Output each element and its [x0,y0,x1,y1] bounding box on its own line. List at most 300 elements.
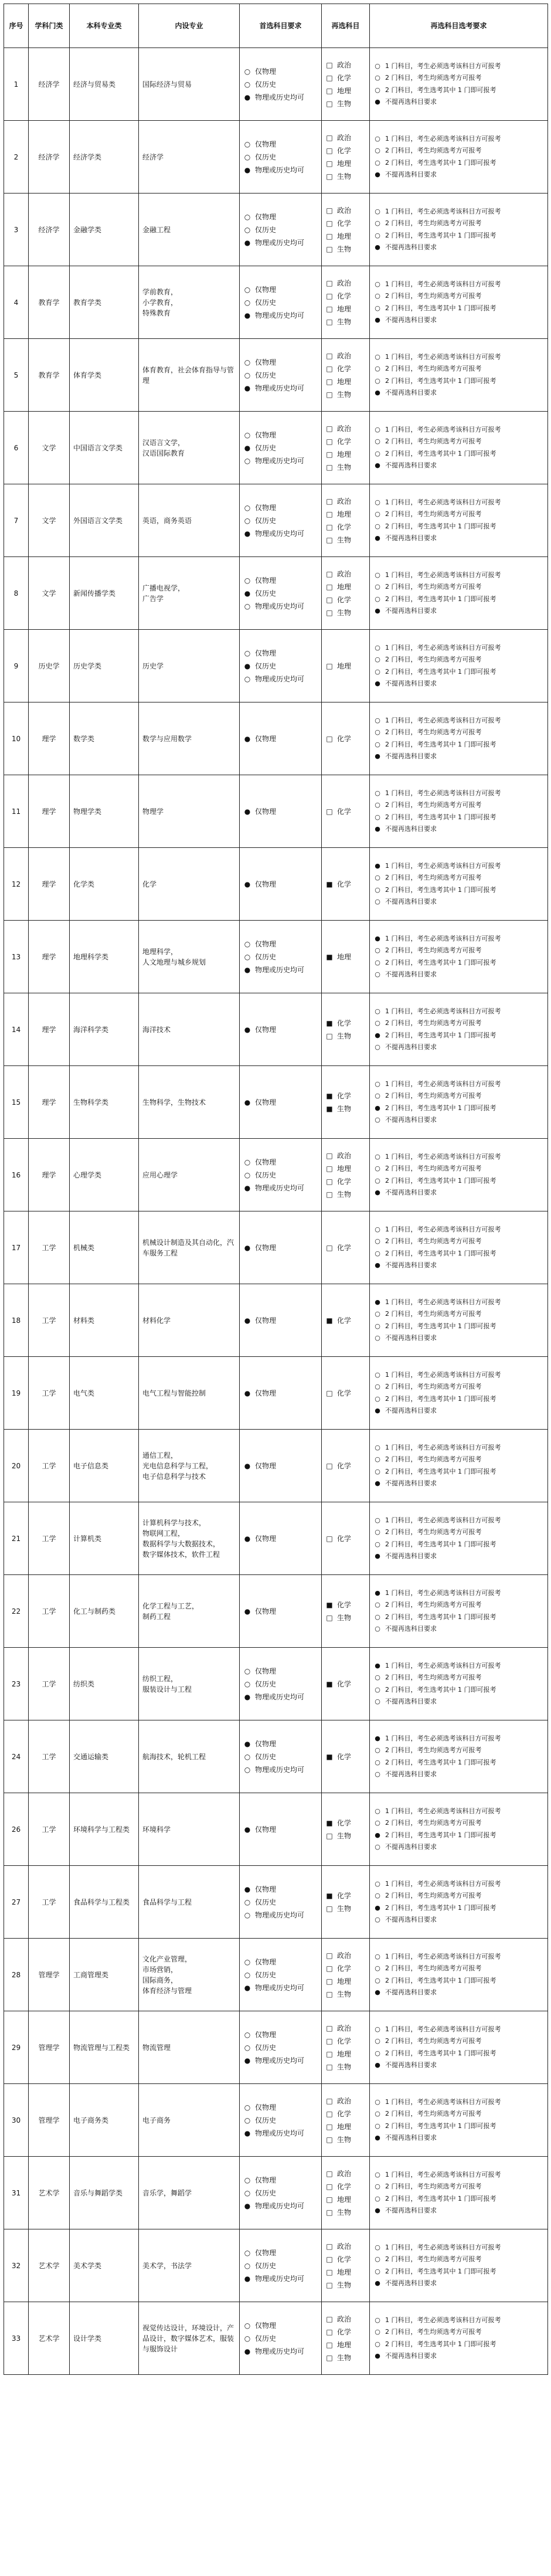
checkbox-icon: □ [326,245,333,253]
second-requirement-option: 不提再选科目要求 [385,98,437,106]
second-requirement-option: 2 门科目，考生选考其中 1 门即可报考 [385,1976,496,1984]
first-subject-option: 物理或历史均可 [255,311,305,320]
option-line [373,1187,544,1199]
option-line [243,1909,318,1922]
radio-icon: ○ [375,86,380,94]
second-subject-option: 政治 [337,206,352,215]
table-row [4,921,548,993]
second-subject-option: 化学 [337,1177,352,1186]
radio-icon: ○ [375,1892,380,1899]
second-subjects-cell [322,1284,370,1357]
second-requirement-option: 2 门科目，考生均须选考方可报考 [385,2255,482,2263]
radio-icon: ● [244,1983,251,1992]
radio-icon: ● [244,589,251,598]
option-line [325,606,366,619]
radio-icon: ○ [244,212,251,221]
radio-icon: ● [244,1316,251,1325]
majors-cell [139,121,240,194]
second-requirement-cell [370,194,548,266]
second-requirement-option: 不提再选科目要求 [385,1698,437,1705]
radio-icon: ○ [375,1310,380,1318]
first-subject-option: 物理或历史均可 [255,2347,305,2356]
second-requirement-option: 2 门科目，考生均须选考方可报考 [385,1019,482,1027]
option-line [243,236,318,249]
majors-cell [139,702,240,775]
option-line [243,309,318,322]
row-number: 15 [4,1066,29,1139]
first-subject-option: 仅历史 [255,1970,277,1979]
majors-cell [139,1575,240,1648]
option-line [373,1175,544,1187]
major-item: 广告学 [142,594,164,603]
radio-icon: ○ [244,576,251,585]
option-line [325,1889,366,1902]
second-requirement-option: 不提再选科目要求 [385,2352,437,2360]
checkbox-icon: □ [326,582,333,591]
second-requirement-cell [370,557,548,630]
second-requirement-option: 不提再选科目要求 [385,1843,437,1851]
option-line [243,2054,318,2067]
radio-icon: ○ [244,1170,251,1179]
radio-icon: ● [375,1552,380,1560]
checkbox-icon: □ [326,1831,333,1840]
option-line [373,593,544,606]
radio-icon: ○ [375,801,380,809]
radio-icon: ○ [375,1964,380,1972]
option-line [325,1962,366,1975]
row-number: 2 [4,121,29,194]
checkbox-icon: ■ [326,952,333,961]
majors-cell [139,339,240,412]
second-requirement-option: 2 门科目，考生选考其中 1 门即可报考 [385,1249,496,1257]
radio-icon: ○ [375,2243,380,2251]
checkbox-icon: □ [326,569,333,578]
option-line [243,1156,318,1169]
major-class: 物流管理与工程类 [70,2011,139,2084]
first-subject-option: 物理或历史均可 [255,529,305,538]
major-item: 人文地理与城乡规划 [142,958,206,966]
major-class: 工商管理类 [70,1939,139,2011]
option-line [373,933,544,945]
second-requirement-option: 不提再选科目要求 [385,1261,437,1269]
option-line [373,581,544,593]
checkbox-icon: □ [326,377,333,386]
option-line [243,878,318,891]
radio-icon: ● [375,1189,380,1196]
majors-cell [139,1939,240,2011]
second-subjects-cell [322,1430,370,1502]
option-line [373,1224,544,1236]
option-line [243,1460,318,1472]
radio-icon: ○ [375,1601,380,1608]
option-line [373,2266,544,2278]
checkbox-icon: □ [326,390,333,399]
major-class: 交通运输类 [70,1720,139,1793]
option-line [325,1241,366,1254]
radio-icon: ○ [244,2030,251,2039]
second-requirement-option: 1 门科目，考生必须选考该科目方可报考 [385,498,501,506]
radio-icon: ○ [244,2116,251,2124]
option-line [243,442,318,454]
second-requirement-option: 2 门科目，考生均须选考方可报考 [385,1964,482,1972]
table-row [4,194,548,266]
option-line [325,2120,366,2133]
majors-cell [139,2157,240,2229]
second-requirement-option: 1 门科目，考生必须选考该科目方可报考 [385,861,501,870]
radio-icon: ● [375,2279,380,2287]
option-line [325,277,366,290]
option-line [373,497,544,509]
second-requirement-cell [370,921,548,993]
radio-icon: ● [375,680,380,687]
option-line [325,1460,366,1472]
majors-cell [139,266,240,339]
option-line [373,2035,544,2048]
checkbox-icon: □ [326,734,333,743]
second-requirement-option: 不提再选科目要求 [385,389,437,396]
checkbox-icon: □ [326,86,333,95]
radio-icon: ● [244,2056,251,2065]
row-number: 21 [4,1502,29,1575]
option-line [373,1757,544,1769]
radio-icon: ● [244,1461,251,1470]
radio-icon: ○ [244,358,251,366]
second-requirement-option: 2 门科目，考生选考其中 1 门即可报考 [385,1903,496,1912]
second-subject-option: 政治 [337,2314,352,2323]
second-requirement-cell [370,1866,548,1939]
table-row [4,1866,548,1939]
second-subject-option: 生物 [337,1904,352,1913]
second-subject-option: 化学 [337,1019,352,1027]
option-line [243,369,318,382]
option-line [373,1611,544,1624]
option-line [373,957,544,969]
second-subjects-cell [322,630,370,702]
option-line [373,2108,544,2120]
major-class: 体育学类 [70,339,139,412]
radio-icon: ○ [375,1249,380,1257]
second-requirement-option: 不提再选科目要求 [385,2207,437,2214]
radio-icon: ○ [244,1158,251,1166]
first-subject-option: 仅物理 [255,503,277,512]
discipline-category: 理学 [29,848,70,921]
row-number: 20 [4,1430,29,1502]
radio-icon: ● [375,1903,380,1912]
option-line [373,96,544,108]
header-class: 本科专业类 [70,4,139,48]
option-line [373,2314,544,2327]
majors-cell [139,1793,240,1866]
majors-cell [139,1502,240,1575]
second-subjects-cell [322,2157,370,2229]
discipline-category: 经济学 [29,194,70,266]
option-line [373,1102,544,1115]
radio-icon: ○ [244,298,251,307]
first-subject-option: 仅物理 [255,2030,277,2039]
second-requirement-option: 不提再选科目要求 [385,1552,437,1560]
first-subject-option: 仅物理 [255,285,277,294]
second-requirement-option: 2 门科目，考生选考其中 1 门即可报考 [385,1613,496,1621]
discipline-category: 艺术学 [29,2302,70,2375]
option-line [243,1883,318,1896]
radio-icon: ● [375,607,380,615]
second-requirement-option: 2 门科目，考生选考其中 1 门即可报考 [385,2049,496,2057]
second-requirement-option: 不提再选科目要求 [385,1043,437,1051]
second-subject-option: 政治 [337,2242,352,2251]
radio-icon: ○ [375,1152,380,1160]
option-line [373,727,544,739]
second-subjects-cell [322,1211,370,1284]
checkbox-icon: □ [326,1190,333,1199]
second-requirement-option: 2 门科目，考生选考其中 1 门即可报考 [385,2194,496,2202]
option-line [243,2272,318,2285]
checkbox-icon: □ [326,2280,333,2289]
radio-icon: ● [375,2134,380,2141]
option-line [373,1587,544,1600]
subject-requirements-table [4,4,548,2375]
majors-cell [139,1720,240,1793]
header-second-requirements: 再选科目选考要求 [370,4,548,48]
discipline-category: 工学 [29,1211,70,1284]
second-requirement-option: 2 门科目，考生均须选考方可报考 [385,946,482,954]
second-subjects-cell [322,266,370,339]
option-line [373,133,544,145]
checkbox-icon: □ [326,279,333,287]
row-number: 9 [4,630,29,702]
option-line [325,1817,366,1830]
second-subject-option: 化学 [337,1600,352,1609]
option-line [243,2200,318,2212]
radio-icon: ○ [375,1674,380,1681]
option-line [373,1745,544,1757]
major-item: 材料化学 [142,1316,171,1325]
radio-icon: ● [375,934,380,942]
radio-icon: ○ [375,656,380,663]
second-subject-option: 地理 [337,2268,352,2276]
radio-icon: ● [244,165,251,174]
option-line [373,1308,544,1321]
second-subject-option: 生物 [337,1104,352,1113]
first-subject-cell [240,1139,322,1211]
second-requirement-cell [370,2011,548,2084]
radio-icon: ● [244,880,251,888]
second-subject-option: 化学 [337,880,352,888]
radio-icon: ● [244,1243,251,1252]
second-requirement-option: 2 门科目，考生均须选考方可报考 [385,1383,482,1390]
major-item: 机械设计制造及其自动化，汽车服务工程 [142,1238,234,1257]
option-line [243,211,318,223]
option-line [373,1515,544,1527]
option-line [373,1030,544,1042]
majors-cell [139,993,240,1066]
radio-icon: ○ [244,939,251,948]
radio-icon: ○ [375,1322,380,1330]
second-subject-option: 政治 [337,1151,352,1160]
option-line [373,2205,544,2217]
second-requirement-option: 不提再选科目要求 [385,1916,437,1923]
radio-icon: ○ [375,231,380,239]
option-line [373,1041,544,1054]
option-line [373,884,544,897]
checkbox-icon: □ [326,1151,333,1160]
major-item: 体育教育，社会体育指导与管理 [142,365,234,385]
major-item: 地理科学， [142,947,178,956]
second-subject-option: 化学 [337,73,352,82]
option-line [373,218,544,230]
second-subject-option: 地理 [337,1164,352,1173]
table-row [4,1793,548,1866]
option-line [243,647,318,660]
second-requirement-option: 2 门科目，考生均须选考方可报考 [385,147,482,154]
option-line [243,2127,318,2140]
major-class: 新闻传播学类 [70,557,139,630]
option-line [373,1442,544,1454]
second-requirement-option: 2 门科目，考生选考其中 1 门即可报考 [385,813,496,821]
second-requirement-option: 1 门科目，考生必须选考该科目方可报考 [385,2170,501,2178]
option-line [243,356,318,369]
option-line [373,605,544,617]
majors-cell [139,412,240,484]
checkbox-icon: □ [326,1613,333,1622]
option-line [243,164,318,177]
radio-icon: ○ [375,583,380,590]
major-item: 文化产业管理， [142,1954,192,1963]
discipline-category: 艺术学 [29,2157,70,2229]
second-subject-option: 化学 [337,522,352,531]
second-requirement-option: 1 门科目，考生必须选考该科目方可报考 [385,571,501,579]
option-line [325,568,366,581]
radio-icon: ○ [244,1957,251,1966]
radio-icon: ● [244,1183,251,1192]
option-line [243,1387,318,1400]
option-line [243,1956,318,1969]
option-line [325,495,366,508]
first-subject-cell [240,1066,322,1139]
checkbox-icon: □ [326,1031,333,1040]
first-subject-cell [240,48,322,121]
radio-icon: ○ [244,371,251,379]
major-item: 小学教育， [142,298,178,307]
checkbox-icon: □ [326,807,333,816]
checkbox-icon: □ [326,2255,333,2263]
option-line [243,501,318,514]
option-line [373,532,544,545]
second-requirement-cell [370,993,548,1066]
option-line [243,2332,318,2345]
first-subject-option: 物理或历史均可 [255,2129,305,2137]
second-requirement-option: 1 门科目，考生必须选考该科目方可报考 [385,1589,501,1597]
majors-cell [139,1211,240,1284]
major-class: 物理学类 [70,775,139,848]
checkbox-icon: □ [326,73,333,82]
radio-icon: ○ [375,1685,380,1693]
second-subject-option: 地理 [337,952,352,961]
first-subject-option: 物理或历史均可 [255,165,305,174]
option-line [325,521,366,534]
major-item: 航海技术，轮机工程 [142,1752,206,1761]
first-subject-cell [240,630,322,702]
second-subject-option: 生物 [337,2062,352,2071]
radio-icon: ○ [375,1952,380,1960]
option-line [243,2114,318,2127]
first-subject-cell [240,266,322,339]
radio-icon: ● [244,965,251,974]
option-line [373,1769,544,1781]
checkbox-icon: □ [326,450,333,459]
option-line [325,1387,366,1400]
major-class: 电子商务类 [70,2084,139,2157]
checkbox-icon: □ [326,232,333,240]
option-line [373,72,544,84]
radio-icon: ○ [375,2122,380,2130]
checkbox-icon: □ [326,2135,333,2144]
radio-icon: ● [375,316,380,324]
major-item: 制药工程 [142,1612,171,1621]
first-subject-option: 仅物理 [255,1739,277,1748]
radio-icon: ○ [375,207,380,215]
second-subject-option: 生物 [337,1990,352,1998]
option-line [243,223,318,236]
second-requirement-option: 2 门科目，考生均须选考方可报考 [385,1601,482,1608]
second-subjects-cell [322,557,370,630]
second-requirement-option: 1 门科目，考生必须选考该科目方可报考 [385,2025,501,2033]
radio-icon: ○ [244,2103,251,2112]
majors-cell [139,1866,240,1939]
discipline-category: 理学 [29,1066,70,1139]
major-item: 服装设计与工程 [142,1685,192,1693]
table-row [4,1211,548,1284]
option-line [325,448,366,461]
checkbox-icon: □ [326,437,333,446]
checkbox-icon: □ [326,2327,333,2336]
radio-icon: ● [244,1825,251,1834]
first-subject-cell [240,2011,322,2084]
second-requirement-cell [370,775,548,848]
option-line [373,2278,544,2290]
second-requirement-option: 2 门科目，考生均须选考方可报考 [385,801,482,809]
table-row [4,557,548,630]
row-number: 6 [4,412,29,484]
option-line [325,732,366,745]
option-line [325,72,366,84]
radio-icon: ● [244,1885,251,1893]
option-line [373,642,544,654]
second-subjects-cell [322,1939,370,2011]
radio-icon: ● [244,2201,251,2210]
first-subject-cell [240,339,322,412]
option-line [325,1949,366,1962]
option-line [373,1660,544,1672]
option-line [373,1006,544,1018]
first-subject-cell [240,2157,322,2229]
major-class: 材料类 [70,1284,139,1357]
table-row [4,1720,548,1793]
major-item: 汉语国际教育 [142,449,185,457]
second-subjects-cell [322,1575,370,1648]
second-requirement-option: 2 门科目，考生均须选考方可报考 [385,74,482,82]
option-line [373,1405,544,1417]
first-subject-cell [240,1211,322,1284]
checkbox-icon: □ [326,1461,333,1470]
second-requirement-option: 2 门科目，考生选考其中 1 门即可报考 [385,304,496,312]
option-line [373,1297,544,1309]
radio-icon: ○ [375,280,380,288]
table-row [4,630,548,702]
option-line [373,788,544,800]
second-requirement-option: 2 门科目，考生选考其中 1 门即可报考 [385,1322,496,1330]
second-requirement-option: 2 门科目，考生选考其中 1 门即可报考 [385,667,496,676]
checkbox-icon: ■ [326,1019,333,1027]
